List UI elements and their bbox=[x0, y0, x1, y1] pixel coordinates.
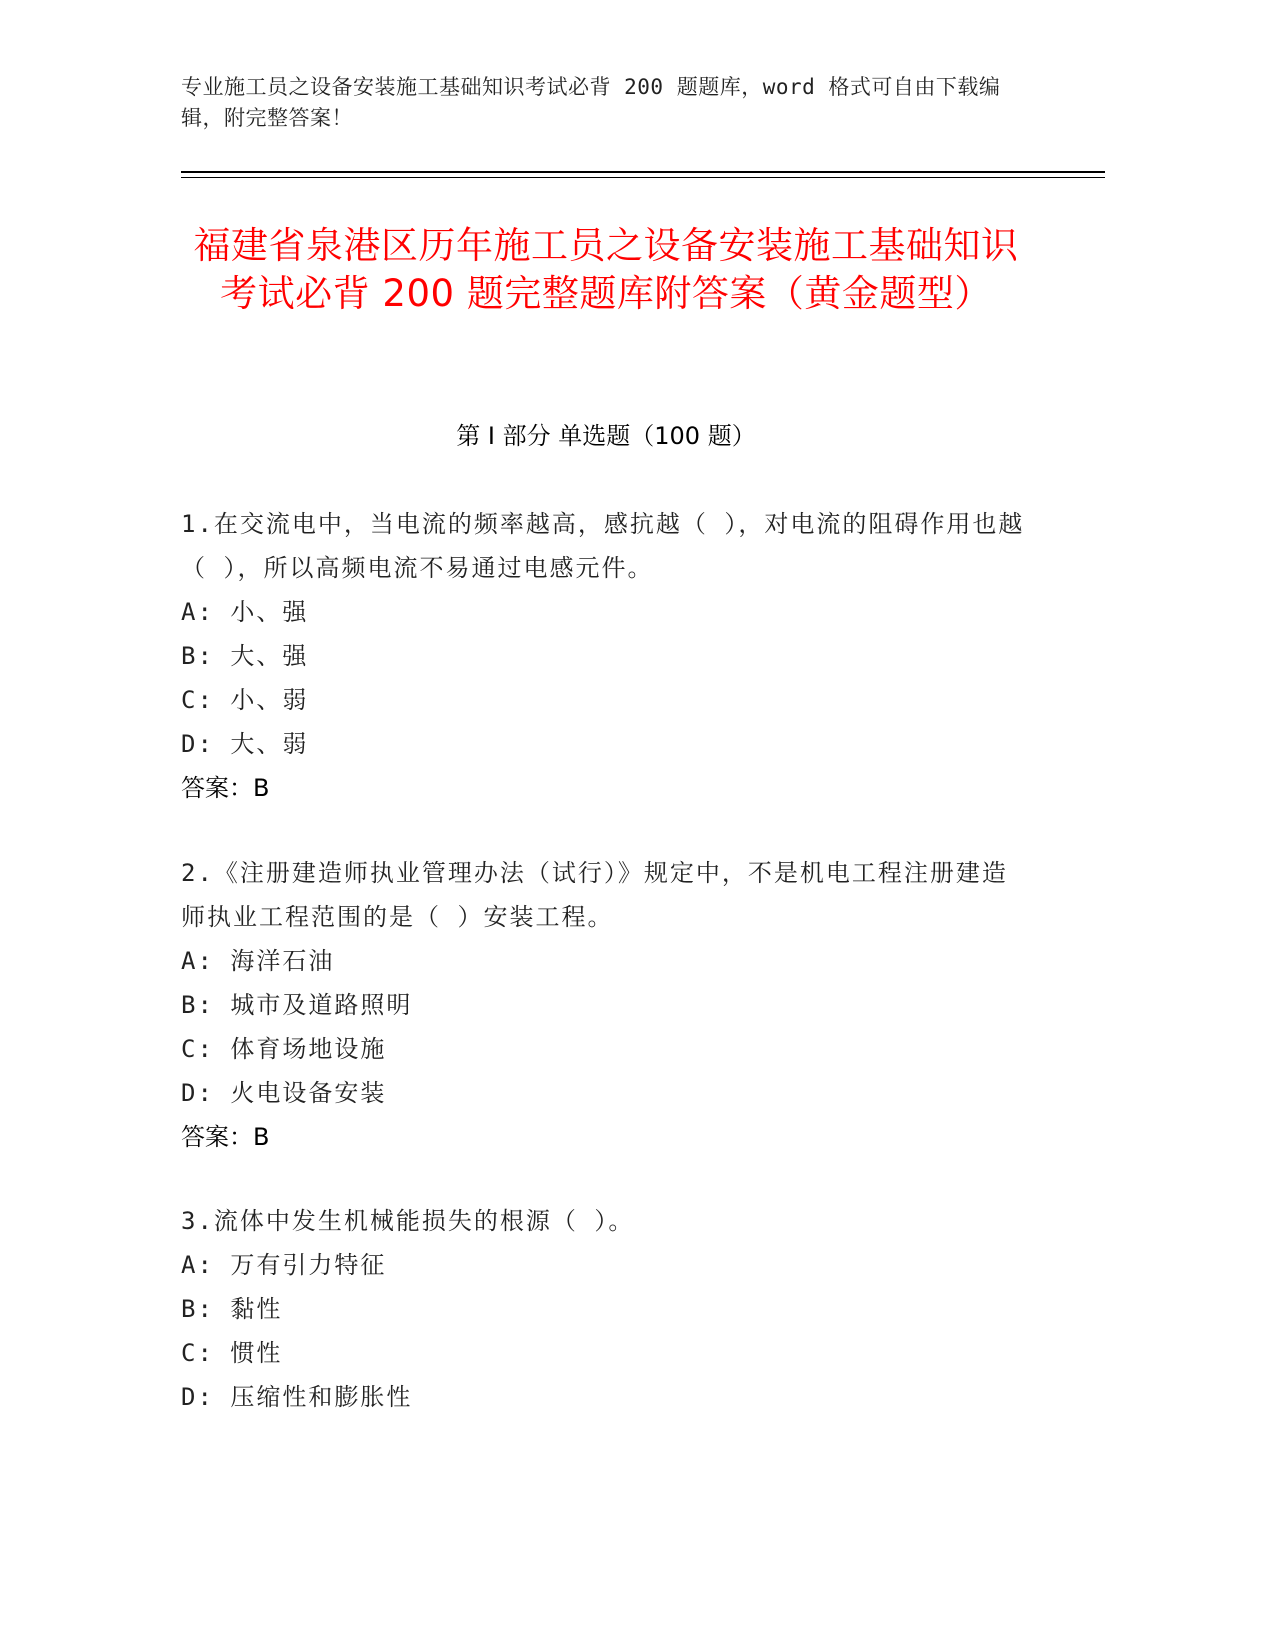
header-rule-thick bbox=[181, 171, 1105, 173]
option-b: B: 城市及道路照明 bbox=[181, 991, 413, 1019]
option-a: A: 万有引力特征 bbox=[181, 1251, 387, 1279]
option-b: B: 黏性 bbox=[181, 1295, 283, 1323]
option-d: D: 大、弱 bbox=[181, 730, 309, 758]
option-d: D: 火电设备安装 bbox=[181, 1079, 387, 1107]
option-c: C: 小、弱 bbox=[181, 686, 309, 714]
answer: 答案：B bbox=[181, 1123, 270, 1151]
option-b: B: 大、强 bbox=[181, 642, 309, 670]
option-c: C: 体育场地设施 bbox=[181, 1035, 387, 1063]
question-stem: 2.《注册建造师执业管理办法（试行）》规定中，不是机电工程注册建造师执业工程范围的是（ ）安装工程。 bbox=[181, 859, 1008, 931]
option-d: D: 压缩性和膨胀性 bbox=[181, 1383, 413, 1411]
question-stem: 1.在交流电中，当电流的频率越高，感抗越（ ），对电流的阻碍作用也越（ ），所以高频电流不易通过电感元件。 bbox=[181, 510, 1025, 582]
question-stem: 3.流体中发生机械能损失的根源（ ）。 bbox=[181, 1207, 635, 1235]
option-a: A: 海洋石油 bbox=[181, 947, 335, 975]
section-title: 第 I 部分 单选题（100 题） bbox=[456, 422, 756, 450]
option-a: A: 小、强 bbox=[181, 598, 309, 626]
header-rule-thin bbox=[181, 177, 1105, 178]
question-2 bbox=[181, 851, 1031, 1159]
header-note: 专业施工员之设备安装施工基础知识考试必背 200 题题库，word 格式可自由下载编辑，附完整答案！ bbox=[181, 75, 1001, 130]
question-3 bbox=[181, 1199, 1031, 1419]
answer: 答案：B bbox=[181, 774, 270, 802]
document-title: 福建省泉港区历年施工员之设备安装施工基础知识考试必背 200 题完整题库附答案（黄金题型） bbox=[193, 224, 1019, 315]
option-c: C: 惯性 bbox=[181, 1339, 283, 1367]
question-1 bbox=[181, 502, 1031, 810]
